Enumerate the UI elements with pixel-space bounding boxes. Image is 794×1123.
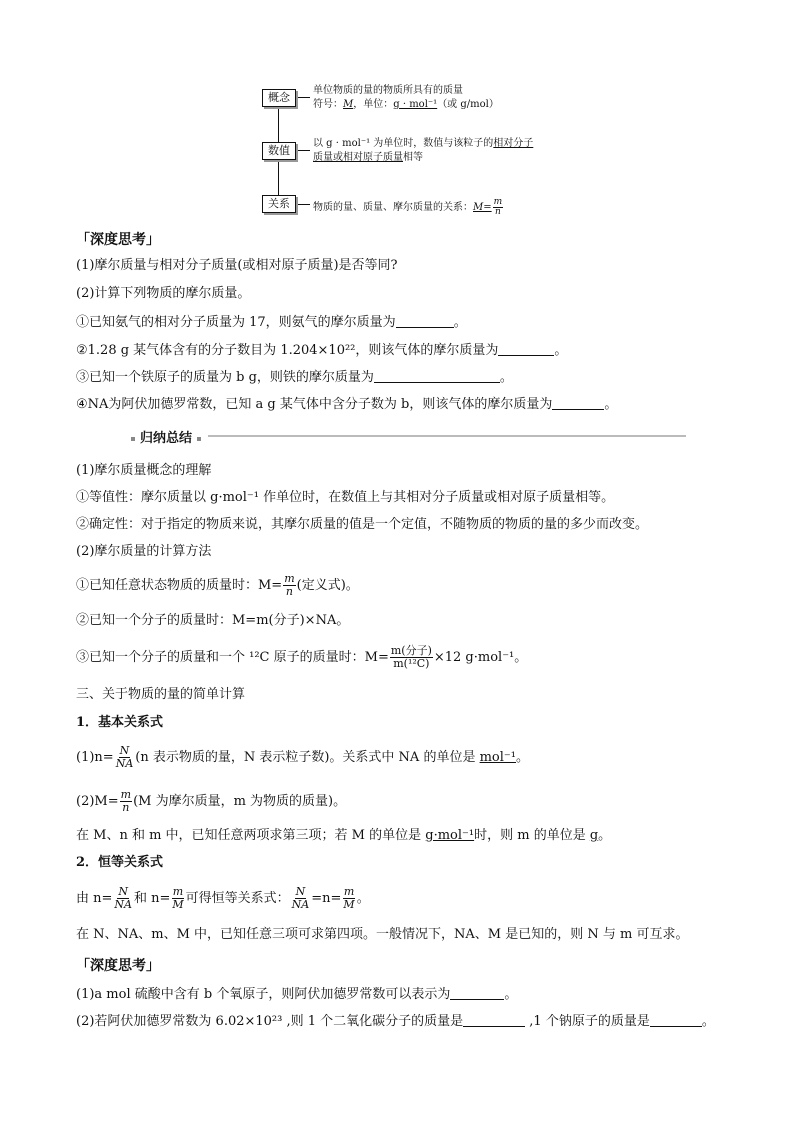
symbol-M: M	[343, 99, 354, 110]
summary-s2-2: ②已知一个分子的质量时：M=m(分子)×NA。	[76, 613, 350, 628]
think1-q2-2: ②1.28 g 某气体含有的分子数目为 1.204×10²²，则该气体的摩尔质量为 。	[76, 343, 568, 358]
think1-q2: (2)计算下列物质的摩尔质量。	[76, 286, 251, 301]
section3-sub1: 1．基本关系式	[76, 715, 164, 730]
think1-title: 「深度思考」	[76, 232, 160, 248]
section3-sub2: 2．恒等关系式	[76, 855, 164, 870]
answer-blank-7[interactable]	[650, 1012, 702, 1027]
answer-unit-gmol: g·mol⁻¹	[425, 828, 475, 843]
connector-2	[298, 150, 310, 151]
answer-blank-5[interactable]	[450, 985, 504, 1000]
summary-s2-3: ③已知一个分子的质量和一个 ¹²C 原子的质量时：M= $\frac{\text{m(分子)}}{\text{m(¹²C)}}$ ×12 g·mol⁻¹。	[76, 644, 528, 670]
answer-blank-6[interactable]	[463, 1012, 525, 1027]
unit-gmol: g · mol⁻¹	[393, 99, 438, 110]
relation-box: 关系	[262, 195, 296, 213]
answer-unit-g: g	[589, 828, 599, 843]
relation-line: 物质的量、质量、摩尔质量的关系：M= $\frac{m}{n}$	[313, 197, 503, 217]
think2-title: 「深度思考」	[76, 958, 160, 974]
concept-line-2: 符号：M，单位：g · mol⁻¹（或 g/mol）	[313, 99, 499, 110]
answer-blank-1[interactable]	[396, 313, 454, 328]
value-line-1: 以 g · mol⁻¹ 为单位时，数值与该粒子的相对分子	[313, 138, 534, 149]
value-box: 数值	[262, 142, 296, 160]
relation-3: 在 M、n 和 m 中，已知任意两项求第三项；若 M 的单位是 g·mol⁻¹时，则 m 的单位是 g。	[76, 828, 612, 843]
summary-title: 归纳总结	[126, 427, 206, 446]
summary-s1: (1)摩尔质量概念的理解	[76, 463, 212, 478]
summary-s2: (2)摩尔质量的计算方法	[76, 544, 212, 559]
think1-q1: (1)摩尔质量与相对分子质量(或相对原子质量)是否等同?	[76, 258, 398, 273]
connector-3	[298, 204, 310, 205]
identity-formula: 由 n= $\frac{N}{NA}$ 和 n= $\frac{m}{M}$ 可得恒等关系式： $\frac{N}{NA}$ =n= $\frac{m}{M}$ 。	[76, 885, 370, 911]
summary-s2-1: ①已知任意状态物质的质量时：M= $\frac{m}{n}$ (定义式)。	[76, 572, 359, 598]
think2-q2: (2)若阿伏加德罗常数为 6.02×10²³ ,则 1 个二氧化碳分子的质量是 ,1 个钠原子的质量是 。	[76, 1014, 715, 1029]
answer-blank-4[interactable]	[552, 395, 604, 410]
concept-line-1: 单位物质的量的物质所具有的质量	[313, 85, 463, 96]
concept-box: 概念	[262, 89, 296, 107]
summary-s1-2: ②确定性：对于指定的物质来说，其摩尔质量的值是一个定值，不随物质的物质的量的多少而改变。	[76, 517, 649, 532]
think1-q2-3: ③已知一个铁原子的质量为 b g，则铁的摩尔质量为 。	[76, 370, 513, 385]
answer-mol-inverse: mol⁻¹	[479, 750, 516, 765]
think1-q2-4: ④NA为阿伏加德罗常数，已知 a g 某气体中含分子数为 b，则该气体的摩尔质量为 。	[76, 397, 618, 412]
section3-title: 三、关于物质的量的简单计算	[76, 687, 246, 702]
connector-1	[298, 97, 310, 98]
answer-blank-2[interactable]	[498, 341, 554, 356]
summary-s1-1: ①等值性：摩尔质量以 g·mol⁻¹ 作单位时，在数值上与其相对分子质量或相对原子质量相等。	[76, 490, 615, 505]
identity-note: 在 N、NA、m、M 中，已知任意三项可求第四项。一般情况下，NA、M 是已知的，则 N 与 m 可互求。	[76, 927, 689, 942]
answer-blank-3[interactable]	[374, 368, 500, 383]
summary-rule	[208, 435, 686, 437]
relation-1: (1)n= $\frac{N}{NA}$ (n 表示物质的量，N 表示粒子数)。关系式中 NA 的单位是 mol⁻¹。	[76, 744, 529, 770]
value-line-2: 质量或相对原子质量相等	[313, 152, 423, 163]
think2-q1: (1)a mol 硫酸中含有 b 个氧原子，则阿伏加德罗常数可以表示为 。	[76, 987, 518, 1002]
relation-2: (2)M= $\frac{m}{n}$ (M 为摩尔质量，m 为物质的质量)。	[76, 788, 347, 814]
think1-q2-1: ①已知氨气的相对分子质量为 17，则氨气的摩尔质量为 。	[76, 315, 467, 330]
